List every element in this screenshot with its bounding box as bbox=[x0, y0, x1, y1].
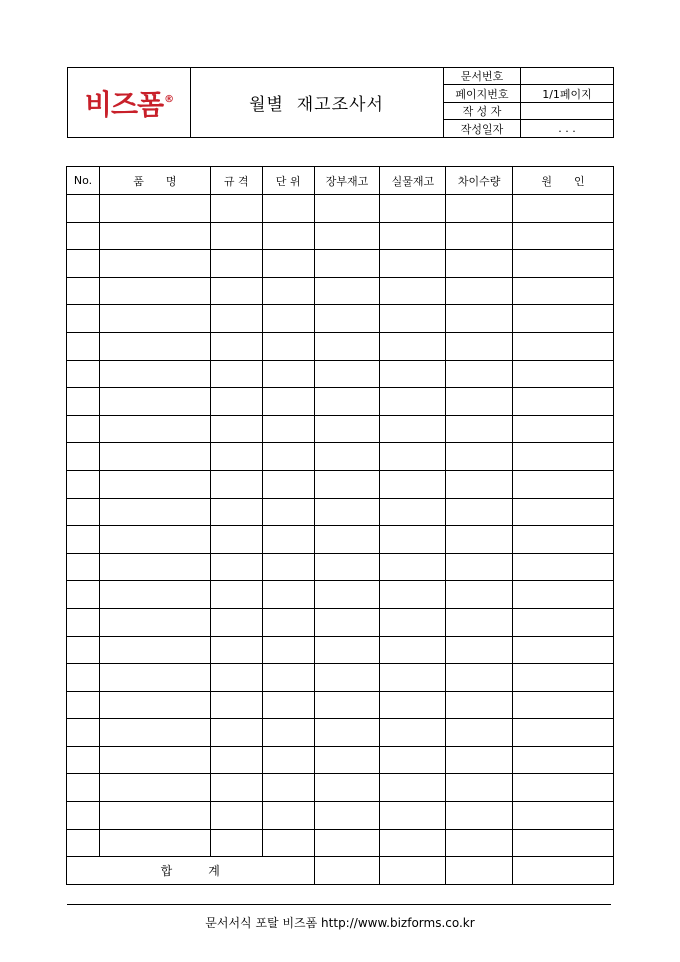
column-header: 규 격 bbox=[210, 167, 262, 195]
table-cell[interactable] bbox=[513, 829, 614, 857]
table-cell[interactable] bbox=[314, 636, 380, 664]
table-row bbox=[67, 802, 614, 830]
table-cell[interactable] bbox=[314, 498, 380, 526]
table-row bbox=[67, 664, 614, 692]
table-cell[interactable] bbox=[67, 415, 100, 443]
table-cell[interactable] bbox=[314, 553, 380, 581]
column-header: 단 위 bbox=[262, 167, 314, 195]
table-cell[interactable] bbox=[314, 222, 380, 250]
table-cell[interactable] bbox=[314, 305, 380, 333]
table-cell[interactable] bbox=[380, 774, 446, 802]
table-cell[interactable] bbox=[210, 829, 262, 857]
table-cell[interactable] bbox=[314, 802, 380, 830]
table-cell[interactable] bbox=[262, 415, 314, 443]
table-cell[interactable] bbox=[262, 691, 314, 719]
table-cell[interactable] bbox=[446, 498, 513, 526]
table-cell[interactable] bbox=[446, 774, 513, 802]
table-cell[interactable] bbox=[262, 664, 314, 692]
meta-label: 작 성 자 bbox=[444, 102, 521, 120]
table-cell[interactable] bbox=[210, 250, 262, 278]
table-cell[interactable] bbox=[210, 195, 262, 223]
table-row bbox=[67, 470, 614, 498]
table-cell[interactable] bbox=[513, 222, 614, 250]
table-cell[interactable] bbox=[314, 388, 380, 416]
table-cell[interactable] bbox=[380, 498, 446, 526]
table-cell[interactable] bbox=[446, 829, 513, 857]
table-row bbox=[67, 443, 614, 471]
table-cell[interactable] bbox=[446, 305, 513, 333]
table-cell[interactable] bbox=[210, 277, 262, 305]
table-row bbox=[67, 277, 614, 305]
total-row bbox=[67, 857, 614, 885]
table-cell[interactable] bbox=[99, 526, 210, 554]
table-cell[interactable] bbox=[380, 664, 446, 692]
table-cell[interactable] bbox=[513, 526, 614, 554]
table-cell[interactable] bbox=[262, 388, 314, 416]
table-cell[interactable] bbox=[314, 332, 380, 360]
table-cell[interactable] bbox=[99, 415, 210, 443]
meta-label: 페이지번호 bbox=[444, 85, 521, 103]
table-cell[interactable] bbox=[262, 526, 314, 554]
table-cell[interactable] bbox=[99, 829, 210, 857]
table-cell[interactable] bbox=[513, 802, 614, 830]
table-cell[interactable] bbox=[262, 802, 314, 830]
table-row bbox=[67, 388, 614, 416]
table-cell[interactable] bbox=[262, 305, 314, 333]
table-cell[interactable] bbox=[67, 195, 100, 223]
table-cell[interactable] bbox=[67, 664, 100, 692]
table-cell[interactable] bbox=[99, 277, 210, 305]
footer-text: 문서서식 포탈 비즈폼 http://www.bizforms.co.kr bbox=[205, 916, 475, 930]
table-cell[interactable] bbox=[513, 415, 614, 443]
table-cell[interactable] bbox=[446, 360, 513, 388]
table-cell[interactable] bbox=[380, 719, 446, 747]
table-cell[interactable] bbox=[446, 415, 513, 443]
table-cell[interactable] bbox=[262, 195, 314, 223]
table-cell[interactable] bbox=[314, 774, 380, 802]
table-cell[interactable] bbox=[210, 305, 262, 333]
table-row bbox=[67, 332, 614, 360]
table-cell[interactable] bbox=[99, 553, 210, 581]
table-cell[interactable] bbox=[67, 498, 100, 526]
registered-mark: ® bbox=[164, 93, 174, 105]
table-cell[interactable] bbox=[380, 526, 446, 554]
column-header: 원 인 bbox=[513, 167, 614, 195]
table-cell[interactable] bbox=[380, 746, 446, 774]
table-cell[interactable] bbox=[314, 470, 380, 498]
table-cell[interactable] bbox=[67, 332, 100, 360]
table-cell[interactable] bbox=[380, 470, 446, 498]
table-row bbox=[67, 581, 614, 609]
table-cell[interactable] bbox=[210, 222, 262, 250]
table-cell[interactable] bbox=[380, 608, 446, 636]
table-cell[interactable] bbox=[380, 636, 446, 664]
table-cell[interactable] bbox=[210, 802, 262, 830]
table-cell[interactable] bbox=[446, 222, 513, 250]
table-row bbox=[67, 691, 614, 719]
table-cell[interactable] bbox=[262, 553, 314, 581]
table-cell[interactable] bbox=[210, 636, 262, 664]
table-cell[interactable] bbox=[446, 553, 513, 581]
logo-text: 비즈폼 bbox=[84, 87, 164, 121]
column-header: No. bbox=[67, 167, 100, 195]
table-row bbox=[67, 774, 614, 802]
table-cell[interactable] bbox=[67, 305, 100, 333]
table-cell[interactable] bbox=[513, 608, 614, 636]
table-cell[interactable] bbox=[513, 277, 614, 305]
table-cell[interactable] bbox=[99, 195, 210, 223]
table-cell[interactable] bbox=[446, 664, 513, 692]
table-row bbox=[67, 829, 614, 857]
table-cell[interactable] bbox=[67, 443, 100, 471]
table-cell[interactable] bbox=[99, 802, 210, 830]
table-cell[interactable] bbox=[210, 719, 262, 747]
table-cell[interactable] bbox=[67, 608, 100, 636]
table-cell[interactable] bbox=[210, 470, 262, 498]
table-cell[interactable] bbox=[314, 277, 380, 305]
table-cell[interactable] bbox=[380, 802, 446, 830]
table-cell[interactable] bbox=[262, 746, 314, 774]
table-cell[interactable] bbox=[380, 581, 446, 609]
total-cell[interactable] bbox=[513, 857, 614, 885]
table-cell[interactable] bbox=[99, 222, 210, 250]
table-cell[interactable] bbox=[513, 498, 614, 526]
table-row bbox=[67, 305, 614, 333]
table-cell[interactable] bbox=[446, 443, 513, 471]
table-cell[interactable] bbox=[67, 250, 100, 278]
table-cell[interactable] bbox=[210, 360, 262, 388]
table-cell[interactable] bbox=[99, 332, 210, 360]
table-cell[interactable] bbox=[380, 277, 446, 305]
table-cell[interactable] bbox=[210, 664, 262, 692]
table-cell[interactable] bbox=[262, 829, 314, 857]
table-cell[interactable] bbox=[262, 470, 314, 498]
column-header: 차이수량 bbox=[446, 167, 513, 195]
table-row bbox=[67, 250, 614, 278]
table-cell[interactable] bbox=[99, 388, 210, 416]
table-cell[interactable] bbox=[99, 360, 210, 388]
table-cell[interactable] bbox=[513, 719, 614, 747]
table-cell[interactable] bbox=[314, 526, 380, 554]
column-header: 장부재고 bbox=[314, 167, 380, 195]
table-cell[interactable] bbox=[446, 691, 513, 719]
total-cell[interactable] bbox=[314, 857, 380, 885]
table-row bbox=[67, 415, 614, 443]
meta-row bbox=[444, 102, 614, 120]
table-cell[interactable] bbox=[380, 195, 446, 223]
table-cell[interactable] bbox=[210, 526, 262, 554]
table-cell[interactable] bbox=[262, 719, 314, 747]
table-cell[interactable] bbox=[314, 691, 380, 719]
table-cell[interactable] bbox=[446, 250, 513, 278]
table-cell[interactable] bbox=[513, 388, 614, 416]
table-cell[interactable] bbox=[314, 719, 380, 747]
document-title: 월별 재고조사서 bbox=[249, 95, 384, 115]
total-cell[interactable] bbox=[380, 857, 446, 885]
document-header bbox=[67, 67, 614, 138]
table-cell[interactable] bbox=[446, 746, 513, 774]
table-cell[interactable] bbox=[446, 802, 513, 830]
table-cell[interactable] bbox=[99, 250, 210, 278]
table-cell[interactable] bbox=[314, 746, 380, 774]
table-cell[interactable] bbox=[99, 608, 210, 636]
table-cell[interactable] bbox=[210, 581, 262, 609]
bizforms-logo bbox=[85, 83, 173, 123]
column-header: 실물재고 bbox=[380, 167, 446, 195]
table-cell[interactable] bbox=[380, 222, 446, 250]
table-cell[interactable] bbox=[262, 636, 314, 664]
table-cell[interactable] bbox=[67, 277, 100, 305]
table-cell[interactable] bbox=[446, 332, 513, 360]
table-cell[interactable] bbox=[513, 443, 614, 471]
table-cell[interactable] bbox=[380, 553, 446, 581]
table-row bbox=[67, 636, 614, 664]
table-cell[interactable] bbox=[380, 443, 446, 471]
table-cell[interactable] bbox=[67, 829, 100, 857]
table-cell[interactable] bbox=[380, 415, 446, 443]
table-cell[interactable] bbox=[210, 443, 262, 471]
table-cell[interactable] bbox=[446, 195, 513, 223]
table-header-row bbox=[67, 167, 614, 195]
table-cell[interactable] bbox=[513, 250, 614, 278]
table-cell[interactable] bbox=[262, 774, 314, 802]
table-cell[interactable] bbox=[380, 360, 446, 388]
table-cell[interactable] bbox=[262, 250, 314, 278]
table-cell[interactable] bbox=[210, 553, 262, 581]
table-cell[interactable] bbox=[380, 332, 446, 360]
table-row bbox=[67, 498, 614, 526]
table-cell[interactable] bbox=[446, 608, 513, 636]
meta-value[interactable] bbox=[521, 68, 614, 85]
table-row bbox=[67, 360, 614, 388]
table-cell[interactable] bbox=[67, 719, 100, 747]
logo-cell bbox=[68, 68, 191, 137]
table-cell[interactable] bbox=[446, 636, 513, 664]
table-cell[interactable] bbox=[99, 636, 210, 664]
table-cell[interactable] bbox=[67, 802, 100, 830]
table-cell[interactable] bbox=[67, 581, 100, 609]
table-cell[interactable] bbox=[513, 691, 614, 719]
inventory-table bbox=[66, 166, 614, 885]
table-cell[interactable] bbox=[513, 195, 614, 223]
meta-row bbox=[444, 85, 614, 103]
table-cell[interactable] bbox=[99, 305, 210, 333]
table-cell[interactable] bbox=[262, 222, 314, 250]
footer-divider bbox=[67, 904, 611, 905]
table-cell[interactable] bbox=[513, 746, 614, 774]
table-cell[interactable] bbox=[446, 388, 513, 416]
meta-label: 작성일자 bbox=[444, 120, 521, 137]
table-cell[interactable] bbox=[513, 360, 614, 388]
meta-value[interactable]: . . . bbox=[521, 120, 614, 137]
table-cell[interactable] bbox=[67, 222, 100, 250]
table-row bbox=[67, 719, 614, 747]
document-meta-table bbox=[443, 68, 613, 137]
table-cell[interactable] bbox=[210, 332, 262, 360]
table-cell[interactable] bbox=[314, 664, 380, 692]
table-cell[interactable] bbox=[513, 470, 614, 498]
table-cell[interactable] bbox=[262, 360, 314, 388]
table-cell[interactable] bbox=[380, 305, 446, 333]
table-cell[interactable] bbox=[99, 719, 210, 747]
table-cell[interactable] bbox=[210, 388, 262, 416]
table-cell[interactable] bbox=[99, 443, 210, 471]
table-cell[interactable] bbox=[513, 305, 614, 333]
table-cell[interactable] bbox=[262, 608, 314, 636]
meta-row bbox=[444, 68, 614, 85]
table-cell[interactable] bbox=[99, 581, 210, 609]
table-cell[interactable] bbox=[210, 746, 262, 774]
table-cell[interactable] bbox=[210, 608, 262, 636]
table-cell[interactable] bbox=[380, 691, 446, 719]
table-cell[interactable] bbox=[314, 608, 380, 636]
table-cell[interactable] bbox=[67, 360, 100, 388]
table-cell[interactable] bbox=[513, 332, 614, 360]
table-cell[interactable] bbox=[210, 415, 262, 443]
table-cell[interactable] bbox=[446, 526, 513, 554]
table-cell[interactable] bbox=[210, 498, 262, 526]
table-cell[interactable] bbox=[99, 691, 210, 719]
table-cell[interactable] bbox=[210, 774, 262, 802]
table-row bbox=[67, 222, 614, 250]
table-cell[interactable] bbox=[513, 636, 614, 664]
table-cell[interactable] bbox=[314, 415, 380, 443]
table-cell[interactable] bbox=[262, 581, 314, 609]
table-cell[interactable] bbox=[67, 636, 100, 664]
table-cell[interactable] bbox=[314, 443, 380, 471]
table-cell[interactable] bbox=[513, 774, 614, 802]
table-cell[interactable] bbox=[99, 470, 210, 498]
table-cell[interactable] bbox=[314, 195, 380, 223]
table-cell[interactable] bbox=[67, 470, 100, 498]
table-cell[interactable] bbox=[99, 774, 210, 802]
table-cell[interactable] bbox=[99, 498, 210, 526]
table-cell[interactable] bbox=[513, 553, 614, 581]
meta-value[interactable]: 1/1페이지 bbox=[521, 85, 614, 103]
table-cell[interactable] bbox=[314, 829, 380, 857]
table-cell[interactable] bbox=[380, 250, 446, 278]
table-cell[interactable] bbox=[210, 691, 262, 719]
total-label: 합 계 bbox=[67, 857, 315, 885]
table-cell[interactable] bbox=[262, 498, 314, 526]
table-row bbox=[67, 526, 614, 554]
table-cell[interactable] bbox=[262, 332, 314, 360]
table-cell[interactable] bbox=[67, 774, 100, 802]
table-cell[interactable] bbox=[513, 664, 614, 692]
table-cell[interactable] bbox=[314, 360, 380, 388]
table-row bbox=[67, 195, 614, 223]
meta-label: 문서번호 bbox=[444, 68, 521, 85]
table-cell[interactable] bbox=[446, 719, 513, 747]
table-cell[interactable] bbox=[67, 746, 100, 774]
table-cell[interactable] bbox=[446, 581, 513, 609]
table-cell[interactable] bbox=[314, 250, 380, 278]
table-cell[interactable] bbox=[380, 829, 446, 857]
column-header: 품 명 bbox=[99, 167, 210, 195]
table-cell[interactable] bbox=[446, 470, 513, 498]
table-cell[interactable] bbox=[446, 277, 513, 305]
title-cell bbox=[190, 68, 443, 137]
table-row bbox=[67, 553, 614, 581]
total-cell[interactable] bbox=[446, 857, 513, 885]
table-row bbox=[67, 608, 614, 636]
table-cell[interactable] bbox=[99, 664, 210, 692]
table-cell[interactable] bbox=[67, 388, 100, 416]
table-cell[interactable] bbox=[67, 526, 100, 554]
meta-value[interactable] bbox=[521, 102, 614, 120]
table-cell[interactable] bbox=[262, 443, 314, 471]
table-cell[interactable] bbox=[380, 388, 446, 416]
table-cell[interactable] bbox=[314, 581, 380, 609]
table-cell[interactable] bbox=[262, 277, 314, 305]
table-cell[interactable] bbox=[67, 553, 100, 581]
table-cell[interactable] bbox=[67, 691, 100, 719]
table-row bbox=[67, 746, 614, 774]
table-cell[interactable] bbox=[513, 581, 614, 609]
table-cell[interactable] bbox=[99, 746, 210, 774]
meta-row bbox=[444, 120, 614, 137]
